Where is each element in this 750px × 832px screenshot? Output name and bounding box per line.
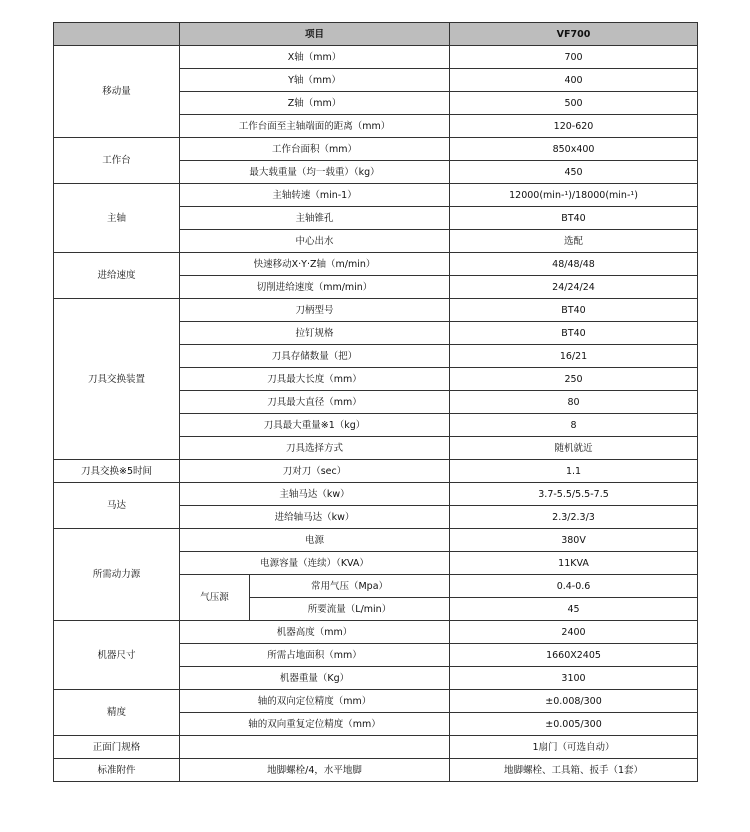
item-cell: 工作台面至主轴端面的距离（mm）: [180, 115, 450, 138]
item-cell: 轴的双向定位精度（mm）: [180, 690, 450, 713]
header-model: VF700: [450, 23, 698, 46]
header-category: [54, 23, 180, 46]
value-cell: 45: [450, 598, 698, 621]
item-cell: 所要流量（L/min）: [250, 598, 450, 621]
value-cell: BT40: [450, 322, 698, 345]
value-cell: 700: [450, 46, 698, 69]
value-cell: 1660X2405: [450, 644, 698, 667]
value-cell: 3100: [450, 667, 698, 690]
item-cell: 进给轴马达（kw）: [180, 506, 450, 529]
category-cell: 主轴: [54, 184, 180, 253]
value-cell: 12000(min-¹)/18000(min-¹): [450, 184, 698, 207]
item-cell: 刀具存储数量（把）: [180, 345, 450, 368]
value-cell: 450: [450, 161, 698, 184]
item-cell: 主轴锥孔: [180, 207, 450, 230]
item-cell: 拉钉规格: [180, 322, 450, 345]
value-cell: ±0.005/300: [450, 713, 698, 736]
table-row: [54, 46, 698, 69]
category-cell: 进给速度: [54, 253, 180, 299]
value-cell: ±0.008/300: [450, 690, 698, 713]
category-cell: 正面门规格: [54, 736, 180, 759]
value-cell: 1.1: [450, 460, 698, 483]
value-cell: 48/48/48: [450, 253, 698, 276]
item-cell: Y轴（mm）: [180, 69, 450, 92]
value-cell: 120-620: [450, 115, 698, 138]
value-cell: 0.4-0.6: [450, 575, 698, 598]
item-cell: 轴的双向重复定位精度（mm）: [180, 713, 450, 736]
value-cell: 地脚螺栓、工具箱、扳手（1套）: [450, 759, 698, 782]
item-cell: 地脚螺栓/4，水平地脚: [180, 759, 450, 782]
item-cell: 刀对刀（sec）: [180, 460, 450, 483]
table-row: [54, 736, 698, 759]
value-cell: 250: [450, 368, 698, 391]
item-cell: 机器高度（mm）: [180, 621, 450, 644]
category-cell: 马达: [54, 483, 180, 529]
value-cell: 380V: [450, 529, 698, 552]
category-cell: 机器尺寸: [54, 621, 180, 690]
item-cell: 刀具选择方式: [180, 437, 450, 460]
item-cell: 机器重量（Kg）: [180, 667, 450, 690]
category-cell: 移动量: [54, 46, 180, 138]
table-row: [54, 759, 698, 782]
item-cell: 刀具最大重量※1（kg）: [180, 414, 450, 437]
value-cell: 850x400: [450, 138, 698, 161]
value-cell: 24/24/24: [450, 276, 698, 299]
subcategory-cell: 气压源: [180, 575, 250, 621]
table-row: [54, 138, 698, 161]
item-cell: 刀具最大直径（mm）: [180, 391, 450, 414]
value-cell: 8: [450, 414, 698, 437]
item-cell: 中心出水: [180, 230, 450, 253]
item-cell: 所需占地面积（mm）: [180, 644, 450, 667]
table-header-row: [54, 23, 698, 46]
spec-table: [53, 22, 698, 782]
table-row: [54, 184, 698, 207]
value-cell: 80: [450, 391, 698, 414]
item-cell: 电源容量（连续）（KVA）: [180, 552, 450, 575]
item-cell: 常用气压（Mpa）: [250, 575, 450, 598]
category-cell: 刀具交换装置: [54, 299, 180, 460]
value-cell: BT40: [450, 299, 698, 322]
item-cell: 刀具最大长度（mm）: [180, 368, 450, 391]
item-cell: [180, 736, 450, 759]
category-cell: 刀具交换※5时间: [54, 460, 180, 483]
value-cell: 500: [450, 92, 698, 115]
table-row: [54, 253, 698, 276]
value-cell: 2400: [450, 621, 698, 644]
value-cell: 选配: [450, 230, 698, 253]
value-cell: BT40: [450, 207, 698, 230]
table-row: [54, 299, 698, 322]
value-cell: 1扇门（可选自动）: [450, 736, 698, 759]
item-cell: 最大载重量（均一载重）（kg）: [180, 161, 450, 184]
item-cell: 切削进给速度（mm/min）: [180, 276, 450, 299]
category-cell: 所需动力源: [54, 529, 180, 621]
table-row: [54, 460, 698, 483]
item-cell: 电源: [180, 529, 450, 552]
item-cell: 刀柄型号: [180, 299, 450, 322]
category-cell: 精度: [54, 690, 180, 736]
item-cell: Z轴（mm）: [180, 92, 450, 115]
table-row: [54, 529, 698, 552]
value-cell: 16/21: [450, 345, 698, 368]
item-cell: 工作台面积（mm）: [180, 138, 450, 161]
table-row: [54, 483, 698, 506]
item-cell: 主轴转速（min-1）: [180, 184, 450, 207]
category-cell: 标准附件: [54, 759, 180, 782]
header-item: 项目: [180, 23, 450, 46]
value-cell: 随机就近: [450, 437, 698, 460]
value-cell: 11KVA: [450, 552, 698, 575]
category-cell: 工作台: [54, 138, 180, 184]
table-row: [54, 621, 698, 644]
item-cell: 主轴马达（kw）: [180, 483, 450, 506]
value-cell: 3.7-5.5/5.5-7.5: [450, 483, 698, 506]
table-row: [54, 690, 698, 713]
item-cell: X轴（mm）: [180, 46, 450, 69]
item-cell: 快速移动X·Y·Z轴（m/min）: [180, 253, 450, 276]
value-cell: 400: [450, 69, 698, 92]
value-cell: 2.3/2.3/3: [450, 506, 698, 529]
